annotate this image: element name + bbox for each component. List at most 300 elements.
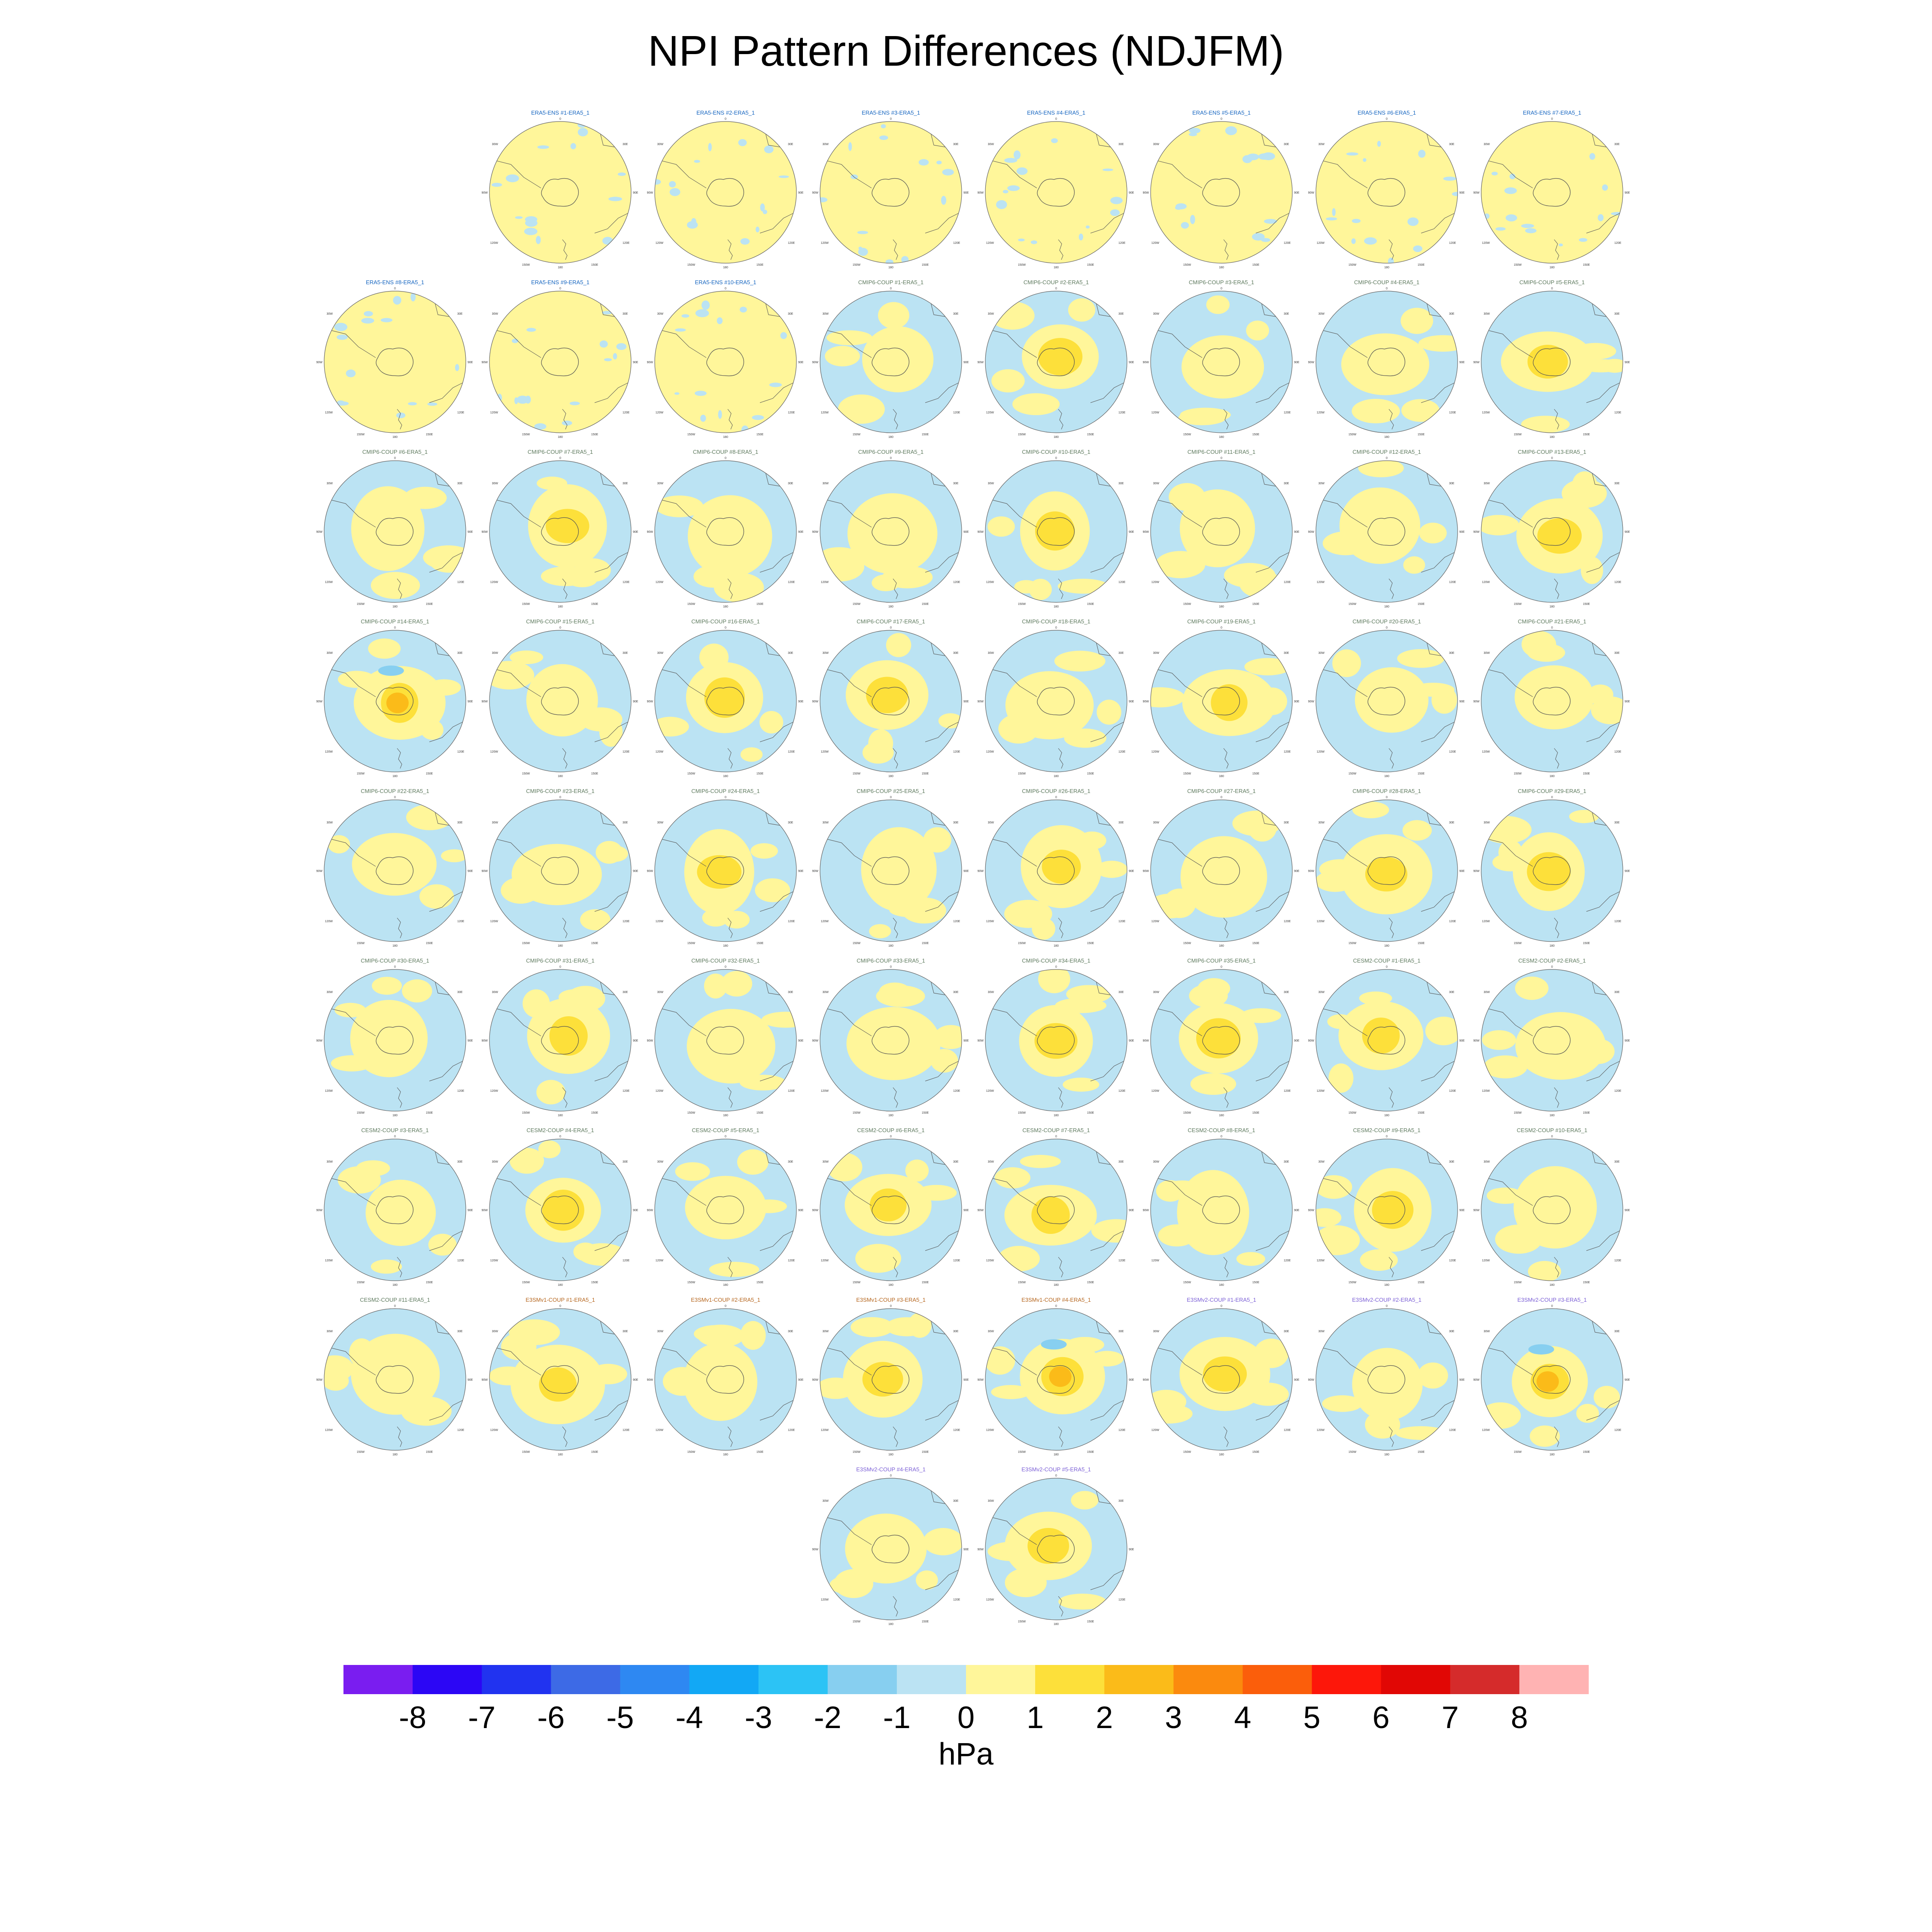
polar-map (481, 456, 638, 608)
longitude-label: 150E (1417, 942, 1425, 945)
longitude-label: 30E (457, 821, 463, 824)
map-panel (812, 279, 969, 439)
map-panel (1308, 1297, 1465, 1456)
longitude-label: 30W (987, 313, 994, 316)
panel-title: CMIP6-COUP #30-ERA5_1 (361, 957, 429, 964)
strong-positive-core (386, 693, 409, 713)
longitude-label: 90E (468, 1039, 473, 1042)
positive-anomaly-region (1145, 1404, 1192, 1423)
longitude-label: 120W (1151, 242, 1159, 245)
positive-anomaly-region (578, 1243, 626, 1266)
longitude-label: 120E (1118, 920, 1126, 923)
negative-anomaly-patch (1611, 212, 1624, 216)
panel-title: ERA5-ENS #2-ERA5_1 (696, 109, 755, 116)
panel-title: E3SMv1-COUP #4-ERA5_1 (1021, 1297, 1091, 1303)
longitude-label: 0 (1386, 1305, 1388, 1308)
longitude-label: 180 (723, 945, 728, 948)
moderate-positive-core (1211, 684, 1247, 721)
longitude-label: 30W (492, 143, 498, 146)
longitude-label: 90W (1142, 700, 1149, 703)
negative-anomaly-patch (1007, 185, 1020, 191)
longitude-label: 90W (1308, 870, 1314, 873)
positive-anomaly-region (923, 1528, 963, 1555)
negative-anomaly-patch (1521, 224, 1534, 228)
moderate-positive-core (1362, 1018, 1400, 1054)
longitude-label: 120E (1614, 1429, 1622, 1432)
longitude-label: 180 (888, 1114, 893, 1117)
longitude-label: 30E (953, 821, 959, 824)
longitude-label: 120W (1482, 1429, 1490, 1432)
negative-anomaly-patch (618, 173, 626, 176)
positive-anomaly-region (1156, 1180, 1185, 1202)
longitude-label: 90W (1308, 1379, 1314, 1382)
panel-title: CMIP6-COUP #3-ERA5_1 (1188, 279, 1255, 286)
longitude-label: 180 (1219, 1284, 1224, 1287)
negative-anomaly-patch (1352, 238, 1356, 244)
moderate-positive-core (1527, 852, 1571, 891)
negative-anomaly-patch (1579, 238, 1587, 242)
negative-anomaly-patch (756, 227, 759, 233)
longitude-label: 150E (921, 942, 929, 945)
longitude-label: 180 (1549, 266, 1555, 269)
positive-anomaly-field (1316, 122, 1458, 263)
longitude-label: 120E (623, 1090, 630, 1093)
positive-anomaly-region (869, 924, 891, 938)
longitude-label: 30W (987, 1330, 994, 1333)
longitude-label: 0 (559, 287, 561, 290)
positive-anomaly-region (352, 833, 437, 896)
longitude-label: 90W (1473, 870, 1479, 873)
positive-anomaly-region (762, 1012, 810, 1027)
colorbar-tick-label: -5 (606, 1701, 634, 1735)
negative-anomaly-patch (570, 401, 580, 405)
longitude-label: 90W (1308, 531, 1314, 534)
colorbar-segment (1519, 1665, 1589, 1694)
negative-anomaly-patch (1504, 187, 1517, 194)
longitude-label: 30W (657, 482, 663, 485)
panel-title: CMIP6-COUP #9-ERA5_1 (858, 449, 924, 455)
longitude-label: 90E (633, 1039, 638, 1042)
longitude-label: 180 (392, 945, 398, 948)
negative-anomaly-patch (1175, 206, 1182, 210)
longitude-label: 120W (1316, 1090, 1324, 1093)
longitude-label: 120W (490, 242, 498, 245)
longitude-label: 120E (1284, 750, 1291, 753)
longitude-label: 30E (1449, 313, 1455, 316)
positive-anomaly-region (404, 487, 447, 509)
longitude-label: 180 (1384, 775, 1389, 778)
longitude-label: 30W (822, 991, 829, 994)
map-panel (1142, 957, 1300, 1117)
longitude-label: 30W (492, 313, 498, 316)
moderate-positive-core (1203, 1356, 1247, 1391)
positive-anomaly-region (1078, 832, 1106, 850)
positive-anomaly-region (1314, 1225, 1360, 1255)
longitude-label: 90E (1294, 361, 1300, 364)
polar-map (812, 1135, 969, 1287)
positive-anomaly-region (1355, 667, 1428, 732)
negative-anomaly-patch (1261, 238, 1270, 242)
panel-title: CMIP6-COUP #4-ERA5_1 (1354, 279, 1420, 286)
negative-anomaly-patch (361, 318, 374, 323)
longitude-label: 150W (852, 772, 861, 775)
longitude-label: 90W (1473, 531, 1479, 534)
longitude-label: 120E (1284, 1429, 1291, 1432)
longitude-label: 90E (1459, 700, 1465, 703)
longitude-label: 0 (559, 1305, 561, 1308)
map-panel (1308, 618, 1465, 778)
longitude-label: 120E (1449, 581, 1456, 584)
longitude-label: 150W (522, 1451, 530, 1454)
panel-title: CMIP6-COUP #14-ERA5_1 (361, 618, 429, 625)
polar-map (647, 965, 804, 1117)
longitude-label: 150E (1087, 772, 1094, 775)
map-panel (481, 618, 638, 778)
negative-anomaly-patch (687, 221, 698, 229)
panel-title: ERA5-ENS #4-ERA5_1 (1027, 109, 1085, 116)
positive-anomaly-region (1247, 1382, 1289, 1406)
longitude-label: 150E (591, 433, 598, 436)
polar-map (812, 965, 969, 1117)
positive-anomaly-region (602, 846, 628, 862)
negative-anomaly-patch (1589, 153, 1595, 160)
longitude-label: 180 (723, 1114, 728, 1117)
longitude-label: 150W (356, 1281, 365, 1284)
longitude-label: 120W (490, 1429, 498, 1432)
longitude-label: 30E (788, 482, 793, 485)
positive-anomaly-region (368, 638, 401, 659)
longitude-label: 120W (1316, 750, 1324, 753)
longitude-label: 30E (1284, 143, 1289, 146)
longitude-label: 150E (1417, 1281, 1425, 1284)
longitude-label: 0 (725, 1305, 726, 1308)
longitude-label: 30W (1318, 143, 1324, 146)
longitude-label: 0 (394, 287, 396, 290)
polar-map (977, 626, 1134, 778)
longitude-label: 30E (1284, 482, 1289, 485)
negative-anomaly-patch (851, 174, 858, 179)
positive-anomaly-region (759, 711, 783, 733)
colorbar-segment (413, 1665, 482, 1694)
map-panel (1142, 449, 1300, 608)
longitude-label: 0 (725, 457, 726, 460)
negative-anomaly-patch (536, 236, 541, 244)
longitude-label: 150E (1583, 942, 1590, 945)
longitude-label: 180 (723, 1284, 728, 1287)
positive-anomaly-region (987, 301, 1035, 330)
positive-anomaly-region (834, 1569, 874, 1598)
longitude-label: 30E (623, 313, 628, 316)
positive-anomaly-region (1096, 861, 1127, 878)
positive-anomaly-region (1012, 393, 1060, 415)
longitude-label: 120E (1449, 750, 1456, 753)
longitude-label: 120E (1118, 242, 1126, 245)
longitude-label: 150W (687, 1281, 696, 1284)
negative-anomaly-patch (764, 146, 774, 153)
longitude-label: 120W (1482, 1259, 1490, 1262)
longitude-label: 90W (316, 1039, 322, 1042)
longitude-label: 30E (457, 313, 463, 316)
positive-anomaly-region (334, 1003, 366, 1018)
longitude-label: 30E (623, 1330, 628, 1333)
longitude-label: 120W (325, 750, 333, 753)
map-panel (977, 618, 1134, 778)
negative-anomaly-patch (525, 216, 538, 223)
longitude-label: 120W (1316, 581, 1324, 584)
panel-title: CMIP6-COUP #27-ERA5_1 (1187, 788, 1256, 794)
longitude-label: 90E (963, 1039, 969, 1042)
moderate-positive-core (1027, 1528, 1069, 1564)
colorbar-segment (1381, 1665, 1451, 1694)
longitude-label: 30W (987, 821, 994, 824)
panel-title: CMIP6-COUP #19-ERA5_1 (1187, 618, 1256, 625)
longitude-label: 30W (1153, 143, 1159, 146)
negative-anomaly-patch (675, 328, 686, 332)
longitude-label: 90W (1308, 1209, 1314, 1212)
positive-anomaly-region (1322, 1395, 1362, 1412)
negative-anomaly-patch (381, 318, 392, 322)
moderate-negative-patch (378, 665, 404, 676)
longitude-label: 150E (591, 942, 598, 945)
polar-map (977, 1135, 1134, 1287)
longitude-label: 0 (394, 626, 396, 629)
positive-anomaly-region (826, 330, 872, 345)
longitude-label: 120E (1449, 411, 1456, 414)
panel-title: CMIP6-COUP #7-ERA5_1 (527, 449, 593, 455)
longitude-label: 30W (987, 143, 994, 146)
panel-title: CMIP6-COUP #25-ERA5_1 (857, 788, 925, 794)
negative-anomaly-patch (857, 231, 868, 234)
panel-title: CMIP6-COUP #35-ERA5_1 (1187, 957, 1256, 964)
polar-map (977, 1304, 1134, 1456)
negative-anomaly-patch (1377, 141, 1381, 147)
longitude-label: 120W (1151, 750, 1159, 753)
negative-anomaly-patch (681, 314, 689, 318)
longitude-label: 0 (1551, 457, 1553, 460)
negative-anomaly-patch (942, 169, 954, 175)
negative-anomaly-patch (364, 311, 373, 316)
map-panel (1308, 109, 1465, 269)
negative-anomaly-patch (514, 397, 518, 404)
longitude-label: 150W (522, 433, 530, 436)
positive-anomaly-region (1329, 1063, 1354, 1093)
polar-map (977, 117, 1134, 269)
negative-anomaly-patch (696, 309, 709, 317)
longitude-label: 150E (921, 1112, 929, 1115)
negative-anomaly-patch (1014, 150, 1021, 159)
panel-title: E3SMv1-COUP #1-ERA5_1 (526, 1297, 595, 1303)
longitude-label: 180 (1054, 436, 1059, 439)
longitude-label: 150W (1018, 1451, 1026, 1454)
longitude-label: 0 (890, 1474, 892, 1477)
colorbar-tick-label: 5 (1303, 1701, 1321, 1735)
longitude-label: 90W (1142, 1379, 1149, 1382)
longitude-label: 150E (425, 942, 433, 945)
longitude-label: 150E (425, 1451, 433, 1454)
longitude-label: 120W (655, 411, 663, 414)
longitude-label: 120W (986, 1259, 994, 1262)
positive-anomaly-region (1487, 1188, 1524, 1204)
panel-title: E3SMv2-COUP #4-ERA5_1 (856, 1466, 926, 1473)
longitude-label: 150E (1087, 603, 1094, 606)
moderate-positive-core (546, 509, 589, 543)
polar-map (1308, 287, 1465, 439)
longitude-label: 120E (1449, 1090, 1456, 1093)
longitude-label: 180 (558, 945, 563, 948)
longitude-label: 120W (1151, 920, 1159, 923)
positive-anomaly-region (484, 661, 535, 689)
longitude-label: 30W (1153, 482, 1159, 485)
negative-anomaly-patch (1189, 133, 1197, 136)
panel-title: CMIP6-COUP #22-ERA5_1 (361, 788, 429, 794)
negative-anomaly-patch (738, 139, 747, 146)
polar-map (1308, 965, 1465, 1117)
polar-map (977, 287, 1134, 439)
longitude-label: 0 (1221, 457, 1222, 460)
positive-anomaly-region (1352, 1348, 1422, 1420)
positive-anomaly-region (371, 1260, 402, 1274)
negative-anomaly-patch (578, 128, 588, 137)
longitude-label: 150W (1348, 433, 1357, 436)
longitude-label: 90W (977, 870, 984, 873)
longitude-label: 30W (657, 313, 663, 316)
longitude-label: 120W (1482, 242, 1490, 245)
longitude-label: 180 (1384, 1114, 1389, 1117)
longitude-label: 30E (1614, 652, 1620, 655)
longitude-label: 120E (953, 920, 960, 923)
longitude-label: 0 (1551, 966, 1553, 969)
longitude-label: 30W (657, 1160, 663, 1163)
longitude-label: 120W (655, 920, 663, 923)
map-panel (812, 957, 969, 1117)
longitude-label: 150E (921, 1281, 929, 1284)
map-panel (481, 1297, 638, 1456)
negative-anomaly-patch (1407, 217, 1419, 226)
longitude-label: 90W (812, 361, 818, 364)
polar-map (1142, 1304, 1300, 1456)
longitude-label: 90W (1308, 191, 1314, 194)
longitude-label: 150W (1018, 433, 1026, 436)
longitude-label: 90E (633, 870, 638, 873)
positive-anomaly-region (737, 1149, 769, 1175)
longitude-label: 150E (591, 264, 598, 267)
map-panel (812, 109, 969, 269)
longitude-label: 180 (1549, 605, 1555, 608)
longitude-label: 30W (657, 991, 663, 994)
longitude-label: 120E (953, 411, 960, 414)
longitude-label: 0 (890, 626, 892, 629)
longitude-label: 150W (852, 1281, 861, 1284)
polar-map (481, 796, 638, 948)
longitude-label: 0 (559, 1135, 561, 1138)
longitude-label: 90W (316, 1379, 322, 1382)
positive-anomaly-region (755, 878, 790, 902)
longitude-label: 90W (647, 1379, 653, 1382)
positive-anomaly-region (1515, 665, 1594, 729)
longitude-label: 0 (394, 1305, 396, 1308)
longitude-label: 90W (316, 870, 322, 873)
longitude-label: 180 (888, 605, 893, 608)
longitude-label: 150W (852, 1620, 861, 1623)
longitude-label: 150W (687, 1451, 696, 1454)
negative-anomaly-patch (492, 183, 502, 187)
polar-map (1473, 117, 1630, 269)
longitude-label: 90W (1142, 531, 1149, 534)
longitude-label: 90E (633, 191, 638, 194)
positive-anomaly-region (694, 1325, 738, 1343)
polar-map (1473, 1304, 1630, 1456)
positive-anomaly-region (1482, 1030, 1516, 1050)
longitude-label: 120W (1151, 581, 1159, 584)
polar-map (316, 456, 473, 608)
longitude-label: 120E (457, 920, 465, 923)
map-panel (647, 1127, 804, 1287)
longitude-label: 30W (326, 313, 333, 316)
polar-map (316, 965, 473, 1117)
longitude-label: 0 (1055, 626, 1057, 629)
panel-title: CESM2-COUP #9-ERA5_1 (1353, 1127, 1421, 1133)
map-panel (977, 788, 1134, 948)
longitude-label: 180 (558, 1284, 563, 1287)
longitude-label: 120E (457, 1090, 465, 1093)
map-panel (647, 618, 804, 778)
positive-anomaly-region (1189, 984, 1227, 1008)
positive-anomaly-field (324, 291, 466, 433)
negative-anomaly-patch (613, 353, 617, 359)
map-panel (1473, 1297, 1630, 1456)
longitude-label: 120E (1118, 750, 1126, 753)
negative-anomaly-patch (1388, 258, 1394, 265)
longitude-label: 30E (623, 652, 628, 655)
moderate-negative-patch (1041, 1339, 1067, 1349)
longitude-label: 120W (325, 411, 333, 414)
map-panel (812, 1297, 969, 1456)
longitude-label: 150E (591, 772, 598, 775)
longitude-label: 90E (798, 191, 804, 194)
longitude-label: 90W (481, 870, 488, 873)
longitude-label: 180 (1384, 266, 1389, 269)
colorbar-tick-label: 8 (1510, 1701, 1528, 1735)
longitude-label: 90E (1294, 531, 1300, 534)
longitude-label: 150W (522, 1281, 530, 1284)
panel-title: CESM2-COUP #10-ERA5_1 (1516, 1127, 1588, 1133)
panel-title: CESM2-COUP #3-ERA5_1 (361, 1127, 429, 1133)
negative-anomaly-patch (571, 143, 576, 149)
positive-anomaly-region (328, 835, 350, 853)
positive-anomaly-region (1182, 335, 1264, 398)
longitude-label: 90E (1129, 1209, 1134, 1212)
longitude-label: 120E (953, 1598, 960, 1601)
longitude-label: 30W (1318, 991, 1324, 994)
longitude-label: 120E (1118, 1259, 1126, 1262)
longitude-label: 30W (1153, 313, 1159, 316)
longitude-label: 150E (1417, 772, 1425, 775)
longitude-label: 90E (1459, 870, 1465, 873)
longitude-label: 30E (1118, 313, 1124, 316)
longitude-label: 120E (1614, 1090, 1622, 1093)
longitude-label: 150E (1252, 1281, 1260, 1284)
longitude-label: 30W (987, 1500, 994, 1503)
longitude-label: 90E (1129, 1548, 1134, 1551)
positive-anomaly-region (1401, 399, 1440, 422)
map-panel (977, 109, 1134, 269)
map-panel (647, 788, 804, 948)
positive-anomaly-region (1419, 335, 1467, 352)
longitude-label: 0 (1386, 966, 1388, 969)
longitude-label: 30W (1483, 1160, 1490, 1163)
positive-anomaly-region (886, 633, 911, 657)
positive-anomaly-region (1574, 343, 1616, 360)
